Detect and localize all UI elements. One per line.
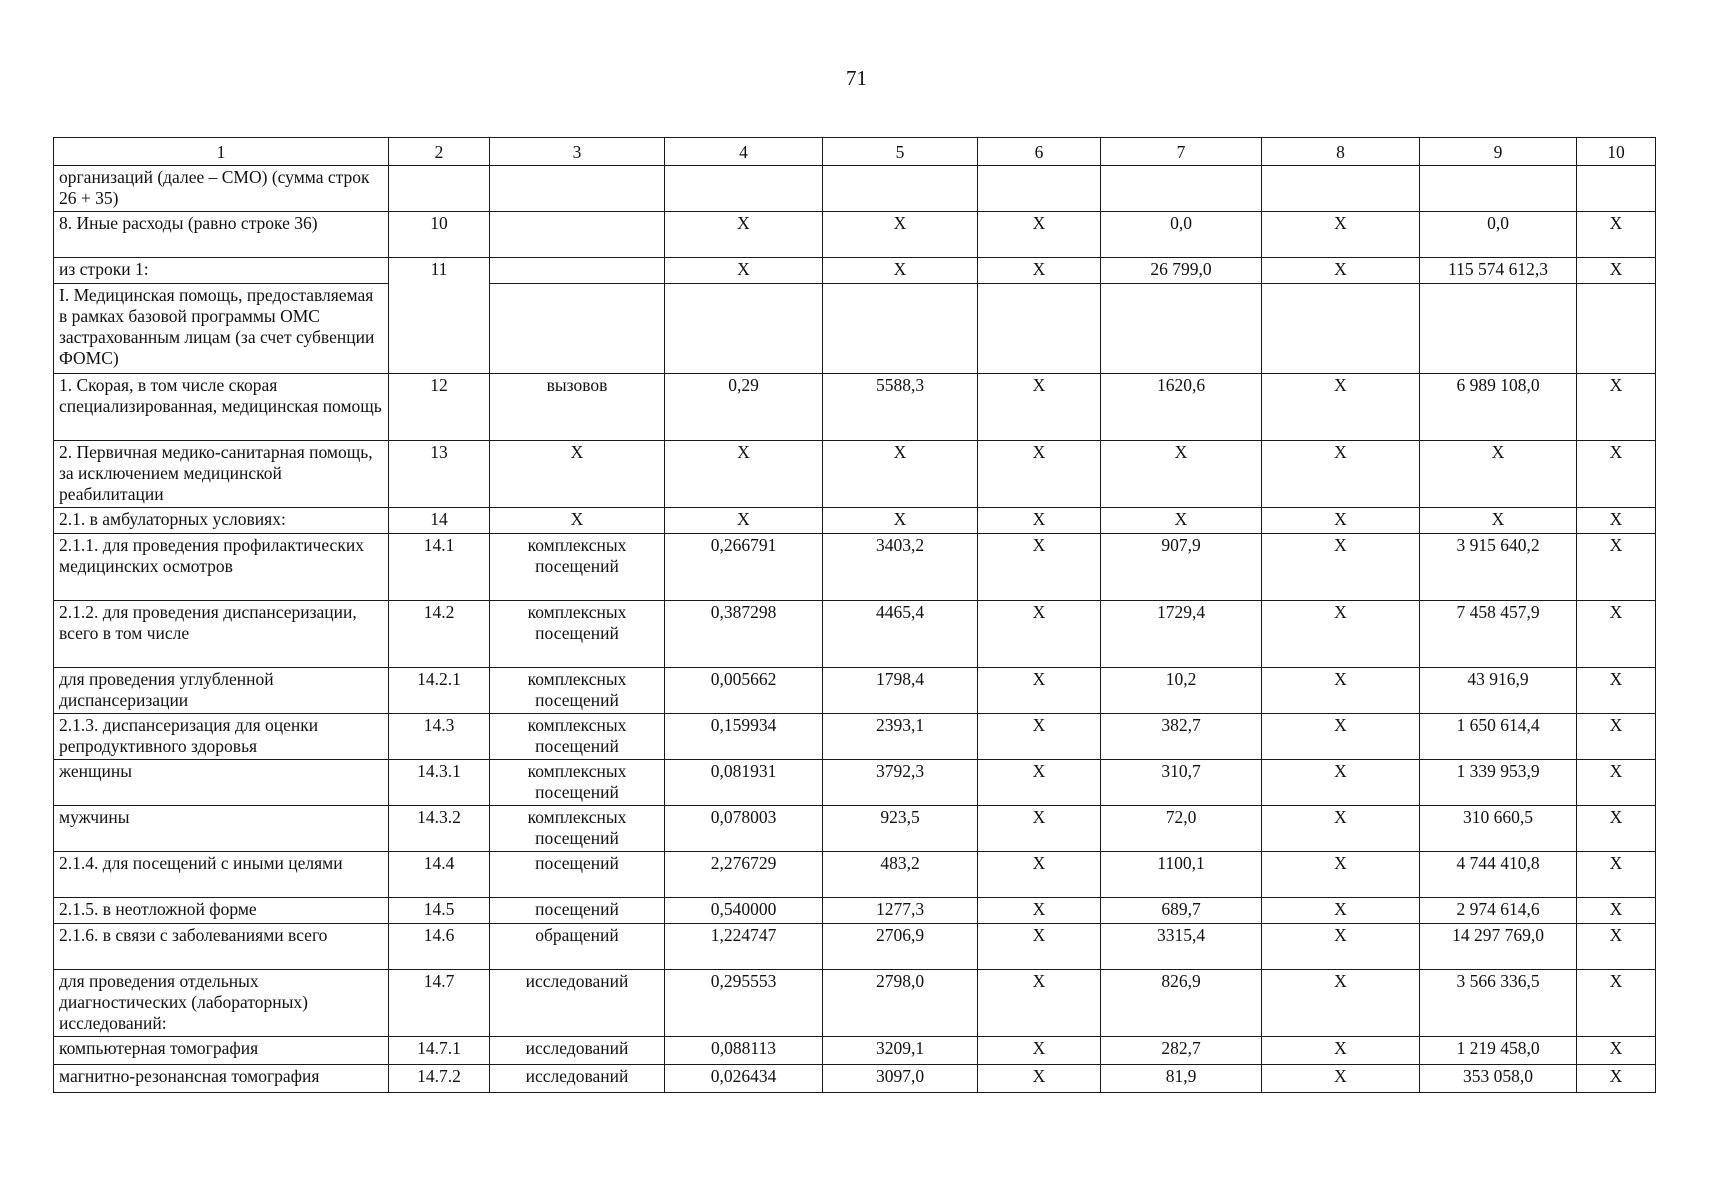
cell-unit: посещений	[490, 852, 665, 898]
cell-col8: X	[1262, 441, 1420, 508]
row-name: 8. Иные расходы (равно строке 36)	[54, 212, 389, 258]
row-code: 14.1	[389, 534, 490, 601]
row-name: магнитно-резонансная томография	[54, 1065, 389, 1093]
cell-col9: 2 974 614,6	[1420, 898, 1577, 924]
cell-unit: комплексных посещений	[490, 714, 665, 760]
cell-col6: X	[978, 534, 1101, 601]
cell-col10: X	[1577, 1037, 1656, 1065]
cell-unit: X	[490, 441, 665, 508]
cell-col10: X	[1577, 1065, 1656, 1093]
table-row	[54, 284, 1656, 374]
header-cell: 3	[490, 138, 665, 166]
cell-col6	[978, 166, 1101, 212]
table-row	[54, 441, 1656, 508]
header-cell: 8	[1262, 138, 1420, 166]
table-row	[54, 714, 1656, 760]
cell-col8	[1262, 284, 1420, 374]
cell-col7: 826,9	[1101, 970, 1262, 1037]
cell-col7: 0,0	[1101, 212, 1262, 258]
cell-col4: 0,387298	[665, 601, 823, 668]
cell-col9: 353 058,0	[1420, 1065, 1577, 1093]
table-row	[54, 508, 1656, 534]
table-row	[54, 258, 1656, 284]
row-code: 14.5	[389, 898, 490, 924]
cell-col7: X	[1101, 508, 1262, 534]
cell-col7: 1620,6	[1101, 374, 1262, 441]
header-row	[54, 138, 1656, 166]
cell-col10	[1577, 284, 1656, 374]
table-row	[54, 852, 1656, 898]
header-cell: 5	[823, 138, 978, 166]
table-row	[54, 924, 1656, 970]
cell-col8: X	[1262, 806, 1420, 852]
cell-col10: X	[1577, 508, 1656, 534]
row-name: 2.1. в амбулаторных условиях:	[54, 508, 389, 534]
cell-col7: 26 799,0	[1101, 258, 1262, 284]
cell-unit: исследований	[490, 1037, 665, 1065]
cell-col8	[1262, 166, 1420, 212]
cell-col8: X	[1262, 760, 1420, 806]
cell-col9	[1420, 284, 1577, 374]
cell-col9: 0,0	[1420, 212, 1577, 258]
cell-col6: X	[978, 1065, 1101, 1093]
cell-col5: 5588,3	[823, 374, 978, 441]
cell-col5: 2706,9	[823, 924, 978, 970]
cell-col5	[823, 284, 978, 374]
cell-col9: 3 566 336,5	[1420, 970, 1577, 1037]
row-name: мужчины	[54, 806, 389, 852]
row-name: 2.1.2. для проведения диспансеризации, всего в том числе	[54, 601, 389, 668]
cell-unit: комплексных посещений	[490, 668, 665, 714]
cell-unit: исследований	[490, 970, 665, 1037]
row-name: организаций (далее – СМО) (сумма строк 26 + 35)	[54, 166, 389, 212]
row-name: из строки 1:	[54, 258, 389, 284]
row-code: 14.6	[389, 924, 490, 970]
cell-col9: 14 297 769,0	[1420, 924, 1577, 970]
cell-col5: 3097,0	[823, 1065, 978, 1093]
row-code: 14	[389, 508, 490, 534]
cell-col7: 907,9	[1101, 534, 1262, 601]
cell-col10: X	[1577, 898, 1656, 924]
cell-col9: 310 660,5	[1420, 806, 1577, 852]
cell-col8: X	[1262, 374, 1420, 441]
cell-col4: 0,088113	[665, 1037, 823, 1065]
cell-col6: X	[978, 258, 1101, 284]
cell-col4: 0,295553	[665, 970, 823, 1037]
table-row	[54, 1037, 1656, 1065]
cell-col8: X	[1262, 601, 1420, 668]
cell-col10: X	[1577, 668, 1656, 714]
table-row	[54, 212, 1656, 258]
cell-col10	[1577, 166, 1656, 212]
cell-col8: X	[1262, 212, 1420, 258]
cell-col9	[1420, 166, 1577, 212]
cell-col4: 0,026434	[665, 1065, 823, 1093]
cell-col7: 310,7	[1101, 760, 1262, 806]
page-number: 71	[846, 66, 867, 90]
cell-col6: X	[978, 806, 1101, 852]
row-code: 14.3.2	[389, 806, 490, 852]
cell-col8: X	[1262, 534, 1420, 601]
table-row	[54, 668, 1656, 714]
cell-col6: X	[978, 601, 1101, 668]
cell-unit: вызовов	[490, 374, 665, 441]
cell-col7: X	[1101, 441, 1262, 508]
row-name: I. Медицинская помощь, предоставляемая в рамках базовой программы ОМС застрахованным лицам (за счет субвенции ФОМС)	[54, 284, 389, 374]
cell-col6: X	[978, 668, 1101, 714]
cell-unit: исследований	[490, 1065, 665, 1093]
cell-col9: 1 650 614,4	[1420, 714, 1577, 760]
cell-col6: X	[978, 212, 1101, 258]
cell-col4: X	[665, 441, 823, 508]
cell-col4: 0,159934	[665, 714, 823, 760]
cell-col5: X	[823, 441, 978, 508]
cell-unit: комплексных посещений	[490, 601, 665, 668]
row-name: 2.1.5. в неотложной форме	[54, 898, 389, 924]
cell-col9: 7 458 457,9	[1420, 601, 1577, 668]
data-table	[53, 137, 1656, 1093]
cell-col10: X	[1577, 970, 1656, 1037]
cell-col10: X	[1577, 852, 1656, 898]
cell-col9: 43 916,9	[1420, 668, 1577, 714]
cell-col4: 1,224747	[665, 924, 823, 970]
cell-col7: 3315,4	[1101, 924, 1262, 970]
table-row	[54, 970, 1656, 1037]
cell-col5: 2393,1	[823, 714, 978, 760]
cell-col6: X	[978, 374, 1101, 441]
cell-col4: X	[665, 508, 823, 534]
table-row	[54, 374, 1656, 441]
cell-col8: X	[1262, 852, 1420, 898]
cell-col7: 382,7	[1101, 714, 1262, 760]
cell-unit	[490, 284, 665, 374]
row-name: для проведения отдельных диагностических (лабораторных) исследований:	[54, 970, 389, 1037]
table-row	[54, 806, 1656, 852]
row-name: 2.1.4. для посещений с иными целями	[54, 852, 389, 898]
cell-col9: 115 574 612,3	[1420, 258, 1577, 284]
cell-col5: 4465,4	[823, 601, 978, 668]
cell-col4	[665, 166, 823, 212]
cell-col10: X	[1577, 441, 1656, 508]
cell-col6: X	[978, 970, 1101, 1037]
table-row	[54, 534, 1656, 601]
row-code: 12	[389, 374, 490, 441]
cell-col4	[665, 284, 823, 374]
header-cell: 7	[1101, 138, 1262, 166]
cell-col6: X	[978, 898, 1101, 924]
header-cell: 1	[54, 138, 389, 166]
cell-unit: обращений	[490, 924, 665, 970]
cell-col7: 81,9	[1101, 1065, 1262, 1093]
table-row	[54, 166, 1656, 212]
row-name: 2.1.3. диспансеризация для оценки репродуктивного здоровья	[54, 714, 389, 760]
cell-col5: 923,5	[823, 806, 978, 852]
cell-col8: X	[1262, 714, 1420, 760]
row-code: 14.7	[389, 970, 490, 1037]
cell-col5: 1277,3	[823, 898, 978, 924]
cell-col5: 3403,2	[823, 534, 978, 601]
row-name: женщины	[54, 760, 389, 806]
cell-col4: 0,29	[665, 374, 823, 441]
cell-col7: 10,2	[1101, 668, 1262, 714]
cell-col8: X	[1262, 898, 1420, 924]
header-cell: 9	[1420, 138, 1577, 166]
cell-col9: X	[1420, 441, 1577, 508]
cell-col8: X	[1262, 970, 1420, 1037]
header-cell: 6	[978, 138, 1101, 166]
row-name: 2.1.6. в связи с заболеваниями всего	[54, 924, 389, 970]
cell-col10: X	[1577, 760, 1656, 806]
table-row	[54, 1065, 1656, 1093]
cell-col8: X	[1262, 1065, 1420, 1093]
cell-unit: комплексных посещений	[490, 806, 665, 852]
cell-col10: X	[1577, 601, 1656, 668]
row-code	[389, 166, 490, 212]
cell-col8: X	[1262, 924, 1420, 970]
cell-unit	[490, 212, 665, 258]
cell-col5: 3209,1	[823, 1037, 978, 1065]
cell-col4: 2,276729	[665, 852, 823, 898]
cell-unit: посещений	[490, 898, 665, 924]
cell-col6	[978, 284, 1101, 374]
cell-col7	[1101, 166, 1262, 212]
cell-col10: X	[1577, 806, 1656, 852]
row-code: 10	[389, 212, 490, 258]
cell-col9: 4 744 410,8	[1420, 852, 1577, 898]
cell-col8: X	[1262, 258, 1420, 284]
row-name: для проведения углубленной диспансеризации	[54, 668, 389, 714]
cell-col5: X	[823, 212, 978, 258]
header-cell: 10	[1577, 138, 1656, 166]
row-code: 14.7.2	[389, 1065, 490, 1093]
cell-col4: 0,005662	[665, 668, 823, 714]
cell-unit: комплексных посещений	[490, 534, 665, 601]
cell-col5: 1798,4	[823, 668, 978, 714]
row-code: 14.2	[389, 601, 490, 668]
cell-unit: комплексных посещений	[490, 760, 665, 806]
cell-unit: X	[490, 508, 665, 534]
cell-col5: 483,2	[823, 852, 978, 898]
row-code: 14.3.1	[389, 760, 490, 806]
cell-col10: X	[1577, 374, 1656, 441]
cell-col10: X	[1577, 534, 1656, 601]
cell-col8: X	[1262, 508, 1420, 534]
cell-col4: X	[665, 212, 823, 258]
cell-col6: X	[978, 924, 1101, 970]
cell-col6: X	[978, 852, 1101, 898]
cell-col9: X	[1420, 508, 1577, 534]
cell-col6: X	[978, 508, 1101, 534]
cell-unit	[490, 258, 665, 284]
row-name: компьютерная томография	[54, 1037, 389, 1065]
cell-col8: X	[1262, 668, 1420, 714]
cell-col5: X	[823, 508, 978, 534]
cell-col9: 1 339 953,9	[1420, 760, 1577, 806]
cell-col10: X	[1577, 212, 1656, 258]
cell-col7	[1101, 284, 1262, 374]
header-cell: 2	[389, 138, 490, 166]
row-name: 2.1.1. для проведения профилактических медицинских осмотров	[54, 534, 389, 601]
cell-col6: X	[978, 714, 1101, 760]
cell-col7: 282,7	[1101, 1037, 1262, 1065]
cell-unit	[490, 166, 665, 212]
row-code: 14.7.1	[389, 1037, 490, 1065]
cell-col4: 0,266791	[665, 534, 823, 601]
cell-col8: X	[1262, 1037, 1420, 1065]
cell-col5: 3792,3	[823, 760, 978, 806]
cell-col5: 2798,0	[823, 970, 978, 1037]
cell-col4: X	[665, 258, 823, 284]
cell-col5	[823, 166, 978, 212]
row-name: 1. Скорая, в том числе скорая специализированная, медицинская помощь	[54, 374, 389, 441]
cell-col6: X	[978, 760, 1101, 806]
row-code: 13	[389, 441, 490, 508]
cell-col10: X	[1577, 714, 1656, 760]
row-code: 11	[389, 258, 490, 374]
cell-col9: 3 915 640,2	[1420, 534, 1577, 601]
table-row	[54, 898, 1656, 924]
cell-col4: 0,540000	[665, 898, 823, 924]
header-cell: 4	[665, 138, 823, 166]
cell-col9: 6 989 108,0	[1420, 374, 1577, 441]
cell-col9: 1 219 458,0	[1420, 1037, 1577, 1065]
row-code: 14.2.1	[389, 668, 490, 714]
cell-col10: X	[1577, 258, 1656, 284]
cell-col7: 1729,4	[1101, 601, 1262, 668]
row-code: 14.4	[389, 852, 490, 898]
cell-col4: 0,081931	[665, 760, 823, 806]
cell-col7: 72,0	[1101, 806, 1262, 852]
cell-col10: X	[1577, 924, 1656, 970]
row-name: 2. Первичная медико-санитарная помощь, за исключением медицинской реабилитации	[54, 441, 389, 508]
cell-col7: 1100,1	[1101, 852, 1262, 898]
cell-col7: 689,7	[1101, 898, 1262, 924]
cell-col6: X	[978, 1037, 1101, 1065]
cell-col4: 0,078003	[665, 806, 823, 852]
cell-col5: X	[823, 258, 978, 284]
cell-col6: X	[978, 441, 1101, 508]
table-row	[54, 760, 1656, 806]
row-code: 14.3	[389, 714, 490, 760]
table-row	[54, 601, 1656, 668]
